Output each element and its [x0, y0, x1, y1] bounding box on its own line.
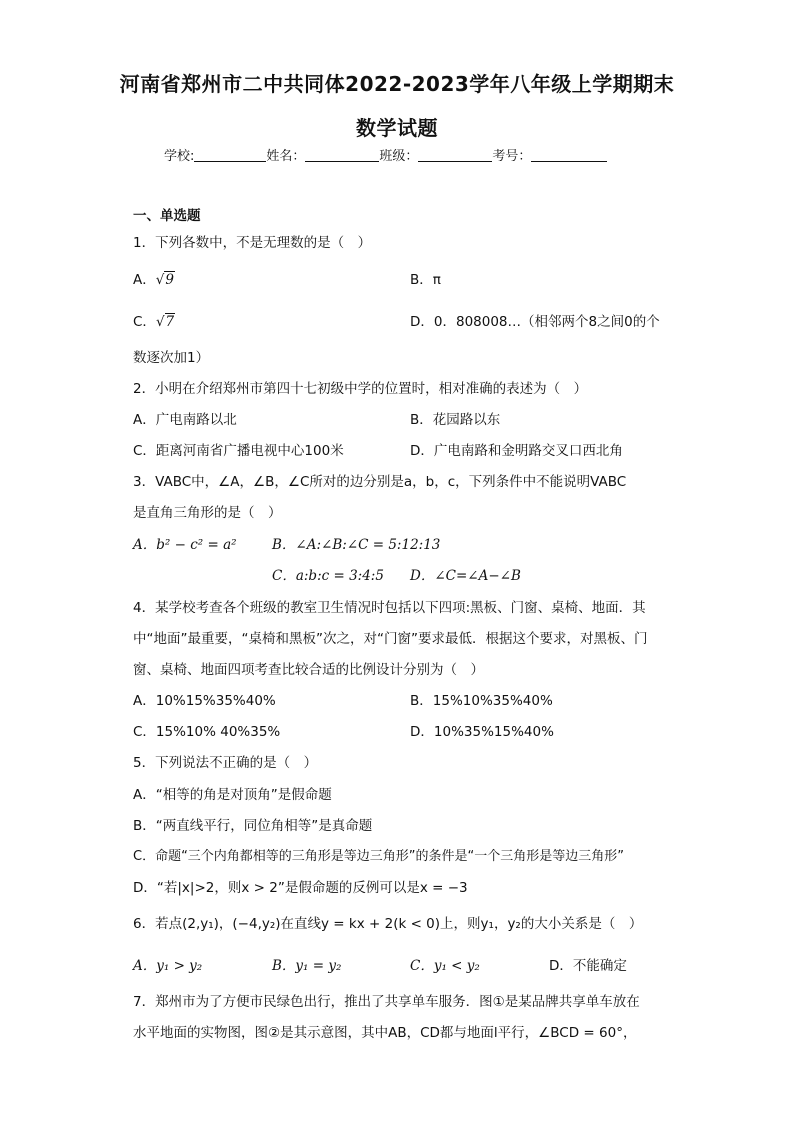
q5-option-b: B．“两直线平行，同位角相等”是真命题: [133, 818, 373, 834]
q2-option-c: C．距离河南省广播电视中心100米: [133, 443, 344, 459]
section-heading: 一、单选题: [133, 208, 201, 224]
exam-no-blank: [531, 147, 607, 162]
student-info-row: [164, 145, 607, 164]
q4-option-c: C．15%10% 40%35%: [133, 724, 281, 740]
q1-option-a: A．√9: [133, 272, 174, 288]
q3-option-b: B．∠A:∠B:∠C = 5:12:13: [272, 537, 441, 553]
class-blank: [418, 147, 492, 162]
q3-option-c: C．a:b:c = 3:4:5: [272, 568, 384, 584]
q7-stem: 7．郑州市为了方便市民绿色出行，推出了共享单车服务．图①是某品牌共享单车放在: [133, 994, 640, 1010]
q6-option-d: D．不能确定: [549, 958, 627, 974]
name-label: 姓名：: [266, 149, 306, 164]
q5-option-a: A．“相等的角是对顶角”是假命题: [133, 787, 332, 803]
q3-stem: 3．VABC中，∠A，∠B，∠C所对的边分别是a，b，c，下列条件中不能说明VABC: [133, 474, 627, 490]
q4-option-b: B．15%10%35%40%: [410, 693, 553, 709]
q4-option-a: A．10%15%35%40%: [133, 693, 276, 709]
q2-option-a: A．广电南路以北: [133, 412, 237, 428]
q2-option-b: B．花园路以东: [410, 412, 501, 428]
exam-no-label: 考号：: [492, 149, 532, 164]
q6-option-b: B．y₁ = y₂: [272, 958, 342, 974]
q5-option-c: C．命题“三个内角都相等的三角形是等边三角形”的条件是“一个三角形是等边三角形”: [133, 849, 625, 864]
q7-stem-cont: 水平地面的实物图，图②是其示意图，其中AB，CD都与地面l平行，∠BCD = 60°，: [133, 1025, 637, 1041]
q6-option-c: C．y₁ < y₂: [410, 958, 480, 974]
q2-option-d: D．广电南路和金明路交叉口西北角: [410, 443, 623, 459]
q3-stem-cont: 是直角三角形的是（ ）: [133, 505, 282, 521]
q4-option-d: D．10%35%15%40%: [410, 724, 554, 740]
q4-stem-cont1: 中“地面”最重要，“桌椅和黑板”次之，对“门窗”要求最低．根据这个要求，对黑板、门: [133, 631, 648, 647]
q4-stem: 4．某学校考查各个班级的教室卫生情况时包括以下四项:黑板、门窗、桌椅、地面．其: [133, 600, 646, 616]
q6-option-a: A．y₁ > y₂: [133, 958, 203, 974]
q3-option-d: D．∠C=∠A−∠B: [410, 568, 521, 584]
q3-option-a: A．b² − c² = a²: [133, 537, 237, 553]
q5-stem: 5．下列说法不正确的是（ ）: [133, 755, 318, 771]
q5-option-d: D．“若|x|>2，则x > 2”是假命题的反例可以是x = −3: [133, 880, 468, 896]
exam-title-line2: 数学试题: [356, 116, 438, 140]
class-label: 班级：: [379, 149, 419, 164]
school-blank: [194, 147, 266, 162]
q1-option-b: B．π: [410, 272, 441, 288]
q6-stem: 6．若点(2,y₁)，(−4,y₂)在直线y = kx + 2(k < 0)上，则y₁，y₂的大小关系是（ ）: [133, 916, 643, 932]
q1-option-c: C．√7: [133, 314, 175, 330]
q1-stem: 1．下列各数中，不是无理数的是（ ）: [133, 235, 372, 251]
q1-option-d: D．0．808008…（相邻两个8之间0的个: [410, 314, 660, 330]
name-blank: [305, 147, 379, 162]
q1-option-d-cont: 数逐次加1）: [133, 350, 210, 366]
q2-stem: 2．小明在介绍郑州市第四十七初级中学的位置时，相对准确的表述为（ ）: [133, 381, 588, 397]
q4-stem-cont2: 窗、桌椅、地面四项考查比较合适的比例设计分别为（ ）: [133, 662, 484, 678]
exam-title-line1: 河南省郑州市二中共同体2022-2023学年八年级上学期期末: [119, 72, 675, 96]
school-label: 学校:: [164, 149, 195, 164]
